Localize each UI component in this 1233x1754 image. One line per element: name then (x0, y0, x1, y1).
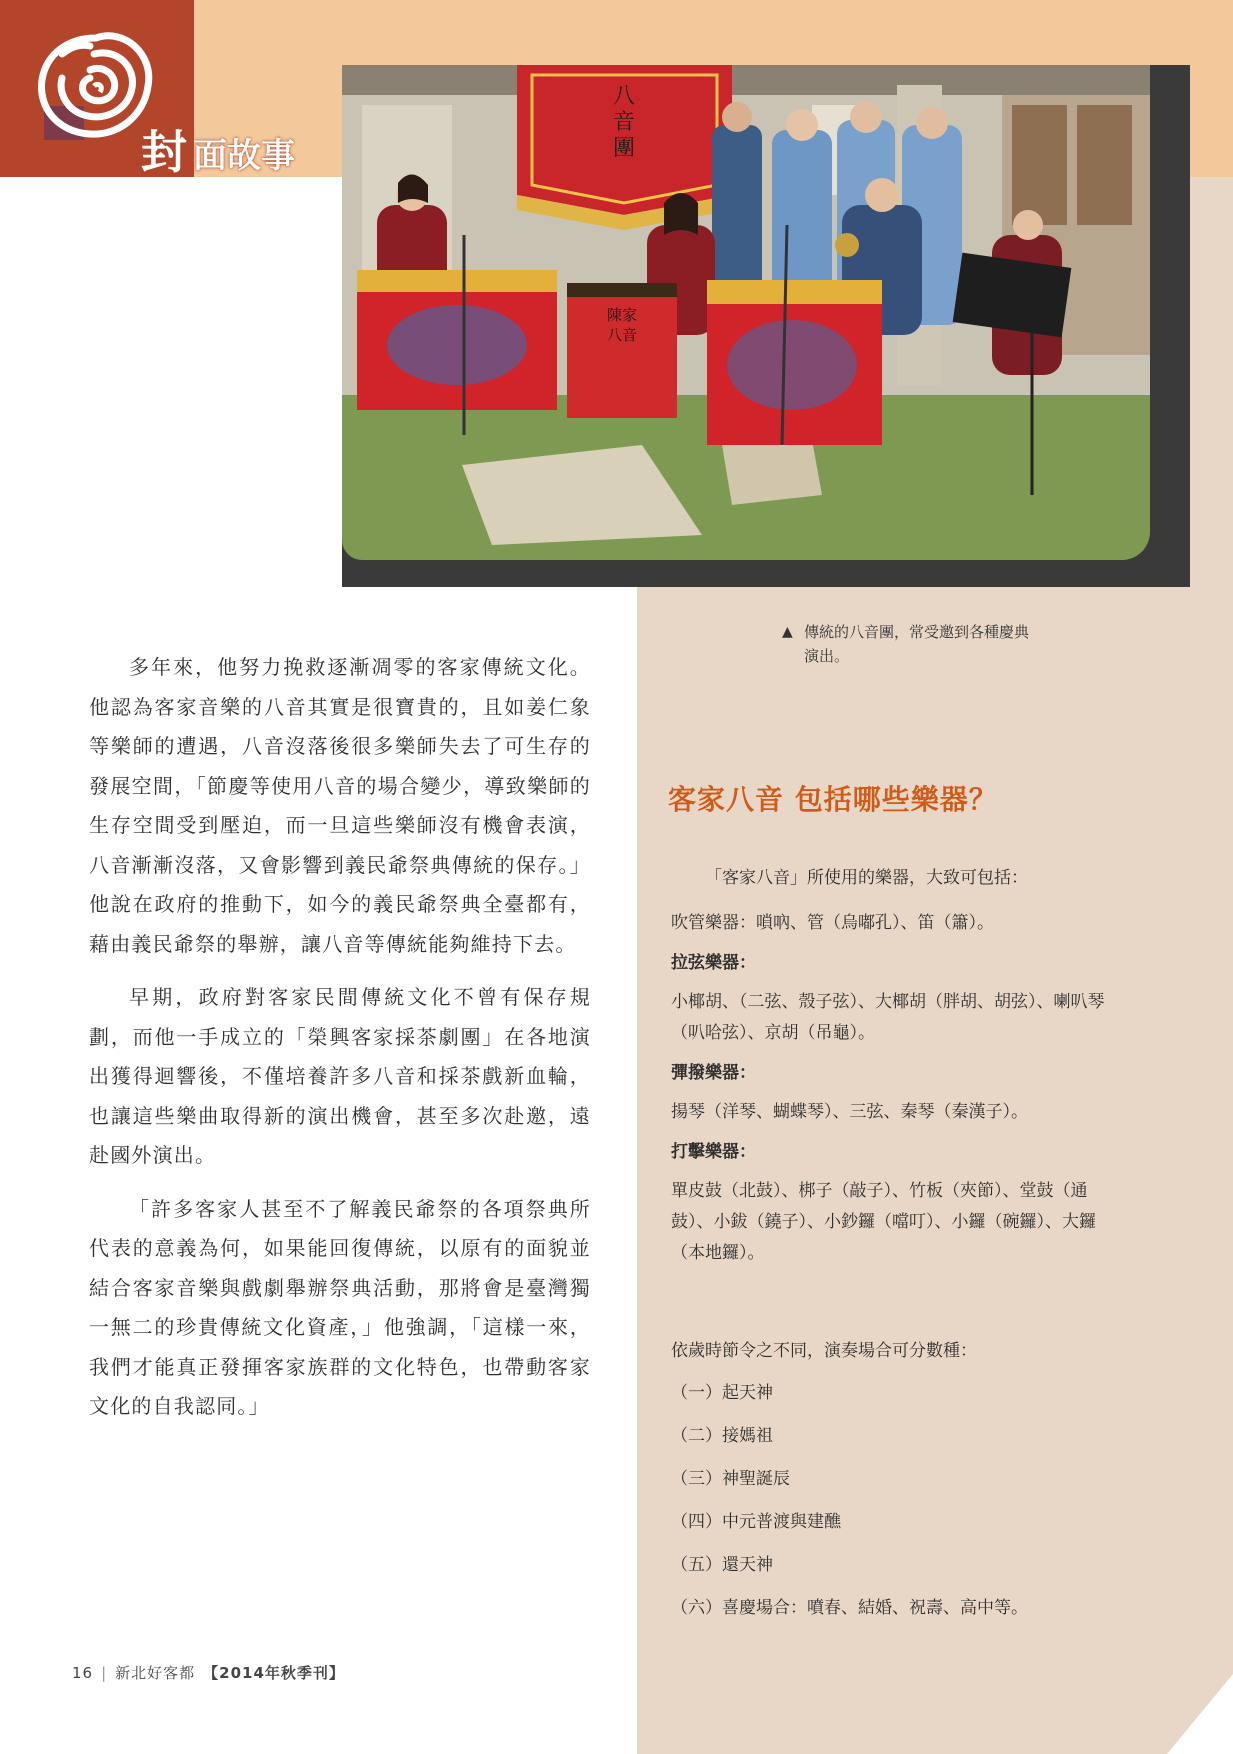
page-number: 16 (72, 1664, 94, 1682)
list-item: （六）喜慶場合：噴春、結婚、祝壽、高中等。 (671, 1598, 1028, 1618)
article-paragraph: 「許多客家人甚至不了解義民爺祭的各項祭典所代表的意義為何，如果能回復傳統，以原有的面貌並結合客家音樂與戲劇舉辦祭典活動，那將會是臺灣獨一無二的珍貴傳統文化資產，」他強調，「這樣一來，我們才能真正發揮客家族群的文化特色，也帶動客家文化的自我認同。」 (89, 1196, 591, 1418)
page-corner-fold (1167, 1674, 1233, 1754)
photo-caption (782, 620, 1042, 668)
svg-text:八音: 八音 (606, 326, 638, 344)
sidebar-heading: 客家八音 包括哪些樂器？ (668, 783, 998, 816)
plucked-instruments: 揚琴（洋琴、蝴蝶琴）、三弦、秦琴（秦漢子）。 (671, 1102, 1028, 1122)
sidebar-intro: 「客家八音」所使用的樂器，大致可包括： (705, 868, 1028, 888)
section-title-rest: 面故事 (193, 136, 295, 176)
list-item: （一）起天神 (671, 1383, 773, 1403)
page-footer (72, 1662, 345, 1683)
percussion-label: 打擊樂器： (671, 1142, 756, 1162)
cover-photo (342, 65, 1150, 560)
occasions-intro: 依歲時節令之不同，演奏場合可分數種： (671, 1341, 977, 1361)
publication-name: 新北好客都 (115, 1664, 196, 1682)
bowed-instruments: 小椰胡、（二弦、殼子弦）、大椰胡（胖胡、胡弦）、喇叭琴（叭哈弦）、京胡（吊龜）。 (671, 992, 1105, 1043)
list-item: （二）接媽祖 (671, 1426, 773, 1446)
list-item: （三）神聖誕辰 (671, 1469, 790, 1489)
caption-text: 傳統的八音團，常受邀到各種慶典演出。 (804, 623, 1030, 665)
svg-text:音: 音 (612, 110, 636, 135)
list-item: （五）還天神 (671, 1555, 773, 1575)
list-item: （四）中元普渡與建醮 (671, 1512, 841, 1532)
banner-text: 八 (612, 84, 636, 109)
bowed-label: 拉弦樂器： (671, 953, 756, 973)
svg-text:團: 團 (612, 136, 636, 161)
article-body (89, 648, 591, 1441)
article-paragraph: 早期，政府對客家民間傳統文化不曾有保存規劃，而他一手成立的「榮興客家採茶劇團」在各地演出獲得迴響後，不僅培養許多八音和採茶戲新血輪，也讓這些樂曲取得新的演出機會，甚至多次赴邀，遠赴國外演出。 (89, 985, 591, 1167)
section-title-initial: 封 (141, 125, 187, 179)
percussion-instruments: 單皮鼓（北鼓）、梆子（敲子）、竹板（夾節）、堂鼓（通鼓）、小鈸（鐃子）、小鈔鑼（噹叮）、小鑼（碗鑼）、大鑼（本地鑼）。 (671, 1181, 1096, 1263)
occasions-list (671, 1381, 1121, 1620)
footer-separator: | (101, 1664, 108, 1682)
bayin-ensemble-photo (342, 65, 1150, 560)
table-cloth-text: 陳家 (606, 306, 638, 324)
wind-instruments: 吹管樂器：嗩吶、管（烏嘟孔）、笛（簫）。 (671, 913, 994, 933)
issue-label: 【2014年秋季刊】 (203, 1664, 345, 1682)
instrument-sidebar (668, 778, 1121, 1639)
triangle-icon: ▲ (782, 624, 793, 640)
plucked-label: 彈撥樂器： (671, 1063, 756, 1083)
article-paragraph: 多年來，他努力挽救逐漸凋零的客家傳統文化。他認為客家音樂的八音其實是很寶貴的，且如姜仁象等樂師的遭遇，八音沒落後很多樂師失去了可生存的發展空間，「節慶等使用八音的場合變少，導致樂師的生存空間受到壓迫，而一旦這些樂師沒有機會表演，八音漸漸沒落，又會影響到義民爺祭典傳統的保存。」他說在政府的推動下，如今的義民爺祭典全臺都有，藉由義民爺祭的舉辦，讓八音等傳統能夠維持下去。 (89, 655, 591, 956)
section-title (141, 125, 295, 179)
